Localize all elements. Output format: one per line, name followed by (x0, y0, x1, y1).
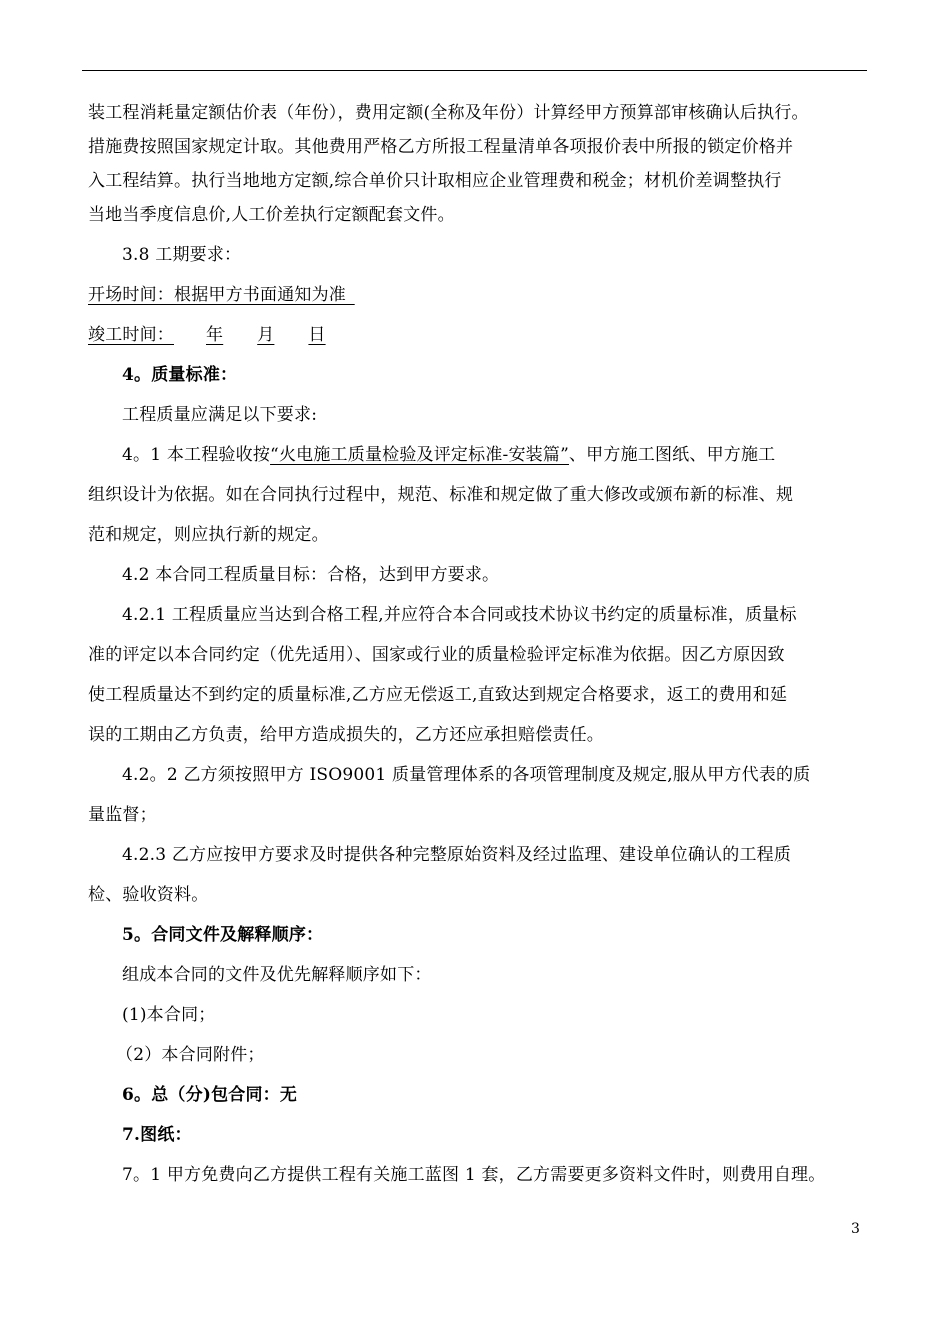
start-time-text: 开场时间：根据甲方书面通知为准 (88, 285, 346, 305)
clause-4-2-1-line: 4.2.1 工程质量应当达到合格工程,并应符合本合同或技术协议书约定的质量标准，质量标 (122, 605, 797, 625)
section-5-heading: 5。合同文件及解释顺序： (122, 925, 324, 945)
clause-4-2: 4.2 本合同工程质量目标：合格，达到甲方要求。 (122, 565, 500, 585)
clause-4-2-2-line: 4.2。2 乙方须按照甲方 ISO9001 质量管理体系的各项管理制度及规定,服从甲方代表的质 (122, 765, 811, 785)
section-5-item: (1)本合同； (122, 1005, 216, 1025)
body-line: 入工程结算。执行当地地方定额,综合单价只计取相应企业管理费和税金；材机价差调整执行 (88, 171, 782, 191)
section-4-intro: 工程质量应满足以下要求: (122, 405, 318, 425)
standard-name: “火电施工质量检验及评定标准-安装篇” (270, 445, 569, 465)
section-5-item: （2）本合同附件； (116, 1045, 265, 1065)
clause-4-1: 4。1 本工程验收按“火电施工质量检验及评定标准-安装篇”、甲方施工图纸、甲方施工 (122, 445, 776, 465)
clause-4-2-1-line: 使工程质量达不到约定的质量标准,乙方应无偿返工,直致达到规定合格要求，返工的费用和延 (88, 685, 788, 705)
clause-4-1-line: 组织设计为依据。如在合同执行过程中，规范、标准和规定做了重大修改或颁布新的标准、规 (88, 485, 794, 505)
body-line: 当地当季度信息价,人工价差执行定额配套文件。 (88, 205, 455, 225)
section-7-heading: 7.图纸： (122, 1125, 192, 1145)
clause-4-2-2-line: 量监督； (88, 805, 157, 825)
clause-7-1: 7。1 甲方免费向乙方提供工程有关施工蓝图 1 套，乙方需要更多资料文件时，则费用自理。 (122, 1165, 826, 1185)
completion-month: 月 (257, 325, 275, 345)
document-body (88, 96, 874, 1192)
completion-time-line (88, 318, 874, 352)
clause-4-2-1-line: 误的工期由乙方负责，给甲方造成损失的，乙方还应承担赔偿责任。 (88, 725, 604, 745)
section-5-intro: 组成本合同的文件及优先解释顺序如下： (122, 965, 432, 985)
page-number: 3 (851, 1221, 860, 1237)
start-time-line (88, 278, 874, 312)
header-rule (82, 70, 867, 71)
completion-day: 日 (308, 325, 326, 345)
body-line: 措施费按照国家规定计取。其他费用严格乙方所报工程量清单各项报价表中所报的锁定价格并 (88, 137, 794, 157)
section-3-8-title: 3.8 工期要求： (122, 245, 242, 265)
body-line: 装工程消耗量定额估价表（年份），费用定额(全称及年份）计算经甲方预算部审核确认后执行。 (88, 103, 809, 123)
completion-label: 竣工时间： (88, 325, 174, 345)
clause-4-2-3-line: 4.2.3 乙方应按甲方要求及时提供各种完整原始资料及经过监理、建设单位确认的工程质 (122, 845, 792, 865)
clause-4-1-line: 范和规定，则应执行新的规定。 (88, 525, 329, 545)
clause-4-2-3-line: 检、验收资料。 (88, 885, 209, 905)
section-6-heading: 6。总（分)包合同：无 (122, 1085, 298, 1105)
completion-year: 年 (206, 325, 224, 345)
section-4-heading: 4。质量标准： (122, 365, 238, 385)
clause-4-2-1-line: 准的评定以本合同约定（优先适用）、国家或行业的质量检验评定标准为依据。因乙方原因致 (88, 645, 785, 665)
